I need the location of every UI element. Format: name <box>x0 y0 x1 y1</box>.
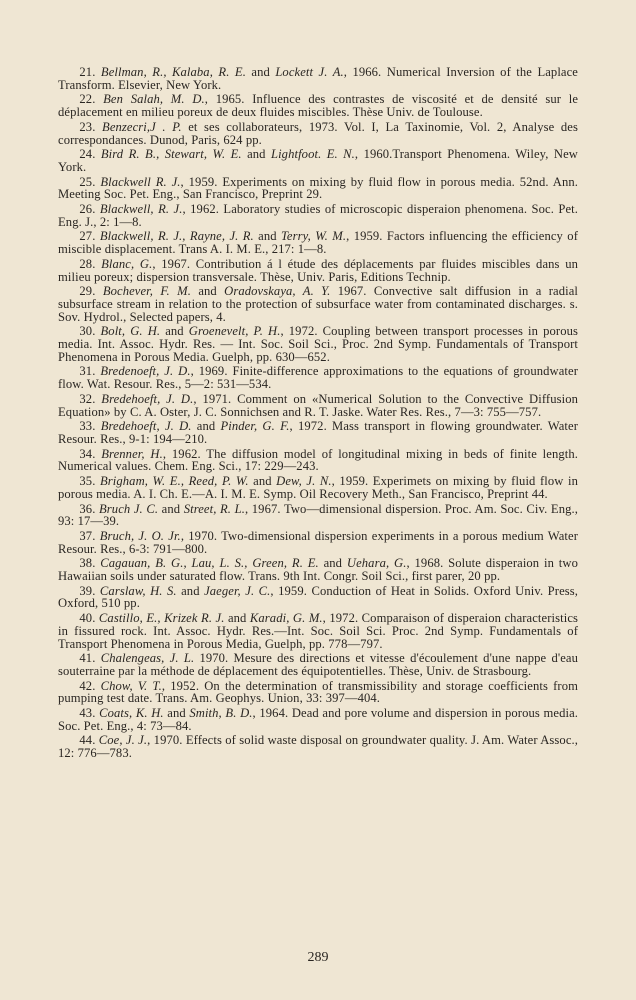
reference-entry <box>58 557 578 582</box>
reference-authors: Castillo, E., Krizek R. J. <box>98 611 225 626</box>
reference-text: , 1970. Effects of solid waste disposal on groundwater quality. J. Am. Water Assoc., 12: 776—783. <box>58 733 579 761</box>
reference-entry <box>58 680 578 705</box>
reference-entry <box>58 230 578 255</box>
reference-authors-secondary: Groenevelt, P. H. <box>188 324 281 339</box>
reference-authors-secondary: Karadi, G. M. <box>249 611 323 626</box>
reference-authors: Coats, K. H. <box>99 706 164 721</box>
reference-conjunction: and <box>158 501 184 516</box>
reference-authors: Bredehoeft, J. D. <box>100 419 192 434</box>
reference-conjunction: and <box>241 147 271 162</box>
reference-conjunction: and <box>248 474 277 489</box>
reference-text: , 1959. Factors influencing the efficiency of miscible displacement. Trans A. I. M. E., 217: 1—8. <box>58 229 578 257</box>
reference-list <box>58 66 578 762</box>
reference-authors: Bochever, F. M. <box>102 284 191 299</box>
reference-authors: Blackwell, R. J., Rayne, J. R. <box>99 229 254 244</box>
reference-authors: Blackwell, R. J. <box>99 202 183 217</box>
reference-text: , 1959. Experiments on mixing by fluid flow in porous media. 52nd. Ann. Meeting Soc. Pet. Eng., San Francisco, Preprint 29. <box>58 174 578 202</box>
reference-conjunction: and <box>253 229 281 244</box>
reference-text: , 1952. On the determination of transmissibility and storage coefficients from pumping test date. Trans. Am. Geophys. Union, 33: 397—404. <box>58 678 578 706</box>
reference-number: 32. <box>79 391 96 406</box>
reference-text: , 1959. Experimets on mixing by fluid flow in porous media. A. I. Ch. E.—A. I. M. E. Symp. Oil Recovery Meth., San Francisco, Preprint 44. <box>58 474 579 501</box>
reference-number: 31. <box>79 364 96 379</box>
reference-entry <box>58 203 578 228</box>
reference-conjunction: and <box>163 706 190 721</box>
reference-entry <box>58 393 578 418</box>
reference-entry <box>58 475 578 500</box>
reference-authors: Bruch, J. O. Jr. <box>99 528 181 543</box>
reference-authors: Bredenoeft, J. D. <box>100 364 191 379</box>
reference-conjunction: and <box>176 583 205 598</box>
reference-text: , 1967. Two—dimensional dispersion. Proc. Am. Soc. Civ. Eng., 93: 17—39. <box>58 501 578 529</box>
reference-authors-secondary: Lockett J. A. <box>275 65 344 79</box>
reference-number: 44. <box>79 733 96 748</box>
reference-text: , 1964. Dead and pore volume and dispersion in porous media. Soc. Pet. Eng., 4: 73—84. <box>58 706 579 733</box>
reference-entry <box>58 707 578 732</box>
reference-authors-secondary: Oradovskaya, A. Y. <box>224 284 331 299</box>
reference-entry <box>58 121 578 146</box>
reference-text: , 1966. Numerical Inversion of the Laplace Transform. Elsevier, New York. <box>58 65 578 92</box>
reference-conjunction: and <box>318 556 347 571</box>
reference-text: , 1969. Finite-difference approximations to the equations of groundwater flow. Wat. Resour. Res., 5—2: 531—534. <box>58 364 578 392</box>
reference-number: 41. <box>79 651 96 666</box>
reference-entry <box>58 585 578 610</box>
reference-entry <box>58 148 578 173</box>
reference-text: , 1968. Solute disperaion in two Hawaiian soils under saturated flow. Trans. 9th Int. Congr. Soil Sci., first parer, 20 pp. <box>58 556 579 584</box>
reference-entry <box>58 176 578 201</box>
reference-number: 24. <box>79 147 96 162</box>
reference-authors: Bellman, R., Kalaba, R. E. <box>100 65 246 79</box>
reference-entry <box>58 612 578 650</box>
reference-conjunction: and <box>224 611 250 626</box>
reference-authors: Brenner, H. <box>101 446 163 461</box>
reference-text: , 1970. Two-dimensional dispersion experiments in a porous medium Water Resour. Res., 6-3: 791—800. <box>58 528 579 556</box>
reference-entry <box>58 365 578 390</box>
reference-authors: Ben Salah, M. D. <box>103 92 205 107</box>
reference-entry <box>58 652 578 677</box>
reference-number: 40. <box>79 611 96 626</box>
reference-authors: Blackwell R. J. <box>100 174 181 189</box>
reference-number: 29. <box>79 284 96 299</box>
reference-authors: Coe, J. J. <box>98 733 148 748</box>
reference-number: 25. <box>79 174 96 189</box>
reference-number: 34. <box>79 446 96 461</box>
reference-authors-secondary: Lightfoot. E. N. <box>270 147 355 162</box>
reference-authors: Bolt, G. H. <box>100 324 161 339</box>
reference-text: , 1962. Laboratory studies of microscopic disperaion phenomena. Soc. Pet. Eng. J., 2: 1—8. <box>58 202 579 229</box>
reference-number: 37. <box>79 528 96 543</box>
reference-text: 1970. Mesure des directions et vitesse d'écoulement d'une nappe d'eau souterraine par la méthode de déplacement des équipotentielles. Thèse, Univ. de Strasbourg. <box>58 651 579 678</box>
reference-text: 1967. Convective salt diffusion in a radial subsurface stream in relation to the protection of subsurface water from contaminated discharges. s. Sov. Hydrol., Selected papers, 4. <box>58 284 579 324</box>
reference-text: et ses collaborateurs, 1973. Vol. I, La Taxinomie, Vol. 2, Analyse des correspondances. Dunod, Paris, 624 pp. <box>58 119 578 147</box>
reference-text: , 1960.Transport Phenomena. Wiley, New York. <box>58 147 578 174</box>
reference-authors: Carslaw, H. S. <box>99 583 177 598</box>
reference-entry <box>58 66 578 91</box>
reference-text: , 1967. Contribution á l étude des déplacements par fluides miscibles dans un milieu poreux; dispersion transversale. Thèse, Univ. Paris, Editions Technip. <box>58 256 578 284</box>
reference-authors: Bird R. B., Stewart, W. E. <box>100 147 242 162</box>
reference-authors: Brigham, W. E., Reed, P. W. <box>100 474 249 489</box>
reference-number: 36. <box>79 501 96 516</box>
reference-number: 30. <box>79 324 96 339</box>
reference-number: 39. <box>79 583 96 598</box>
reference-number: 38. <box>79 556 96 571</box>
reference-entry <box>58 285 578 323</box>
reference-authors: Blanc, G. <box>101 256 153 271</box>
reference-entry <box>58 734 578 759</box>
reference-number: 33. <box>79 419 96 434</box>
reference-conjunction: and <box>245 65 276 79</box>
reference-authors-secondary: Street, R. L. <box>183 501 245 516</box>
reference-authors-secondary: Terry, W. M. <box>280 229 347 244</box>
reference-number: 35. <box>79 474 96 489</box>
reference-entry <box>58 258 578 283</box>
reference-entry <box>58 530 578 555</box>
reference-number: 28. <box>79 256 96 271</box>
reference-text: , 1971. Comment on «Numerical Solution to the Convective Diffusion Equation» by C. A. Oster, J. C. Sonnichsen and R. T. Jaske. Water Res. Res., 7—3: 755—757. <box>58 391 579 419</box>
reference-authors-secondary: Dew, J. N. <box>276 474 332 489</box>
reference-entry <box>58 448 578 473</box>
reference-number: 26. <box>79 202 96 217</box>
reference-authors: Bruch J. C. <box>99 501 159 516</box>
reference-number: 21. <box>79 65 96 79</box>
reference-authors-secondary: Smith, B. D. <box>189 706 253 721</box>
reference-text: , 1965. Influence des contrastes de viscosité et de densité sur le déplacement en milieu poreux de deux fluides miscibles. Thèse Univ. de Toulouse. <box>58 92 579 120</box>
reference-conjunction: and <box>160 324 189 339</box>
reference-number: 43. <box>79 706 96 721</box>
reference-authors: Chow, V. T. <box>100 678 162 693</box>
reference-authors-secondary: Pinder, G. F. <box>220 419 290 434</box>
reference-conjunction: and <box>191 419 221 434</box>
reference-entry <box>58 420 578 445</box>
reference-authors: Benzecri,J . P. <box>102 119 182 134</box>
reference-authors: Chalengeas, J. L. <box>100 651 195 666</box>
reference-number: 22. <box>79 92 96 107</box>
reference-text: , 1972. Coupling between transport processes in porous media. Int. Assoc. Hydr. Res. — Int. Soc. Soil Sci., Proc. 2nd Symp. Fundamentals of Transport Phenomena in Porous Media. Guelph, pp. 630—652. <box>58 324 578 364</box>
reference-entry <box>58 325 578 363</box>
reference-number: 23. <box>79 119 96 134</box>
reference-entry <box>58 93 578 118</box>
reference-number: 42. <box>79 678 96 693</box>
reference-authors: Bredehoeft, J. D. <box>101 391 194 406</box>
reference-conjunction: and <box>190 284 225 299</box>
reference-entry <box>58 503 578 528</box>
reference-authors: Cagauan, B. G., Lau, L. S., Green, R. E. <box>100 556 319 571</box>
reference-text: , 1962. The diffusion model of longitudinal mixing in beds of finite length. Numerical values. Chem. Eng. Sci., 17: 229—243. <box>58 446 579 474</box>
reference-authors-secondary: Uehara, G. <box>346 556 407 571</box>
page-number: 289 <box>307 950 329 965</box>
reference-text: , 1972. Mass transport in flowing groundwater. Water Resour. Res., 9-1: 194—210. <box>58 419 578 446</box>
reference-authors-secondary: Jaeger, J. C. <box>204 583 271 598</box>
reference-number: 27. <box>79 229 96 244</box>
reference-text: , 1972. Comparaison of disperaion characteristics in fissured rock. Int. Assoc. Hydr. Res.—Int. Soc. Soil Sci. Proc. 2nd Symp. Fundamentals of Transport Phenomena in Porous Media, Guelph, pp. 778—797. <box>58 611 579 651</box>
reference-text: , 1959. Conduction of Heat in Solids. Oxford Univ. Press, Oxford, 510 pp. <box>58 583 579 611</box>
